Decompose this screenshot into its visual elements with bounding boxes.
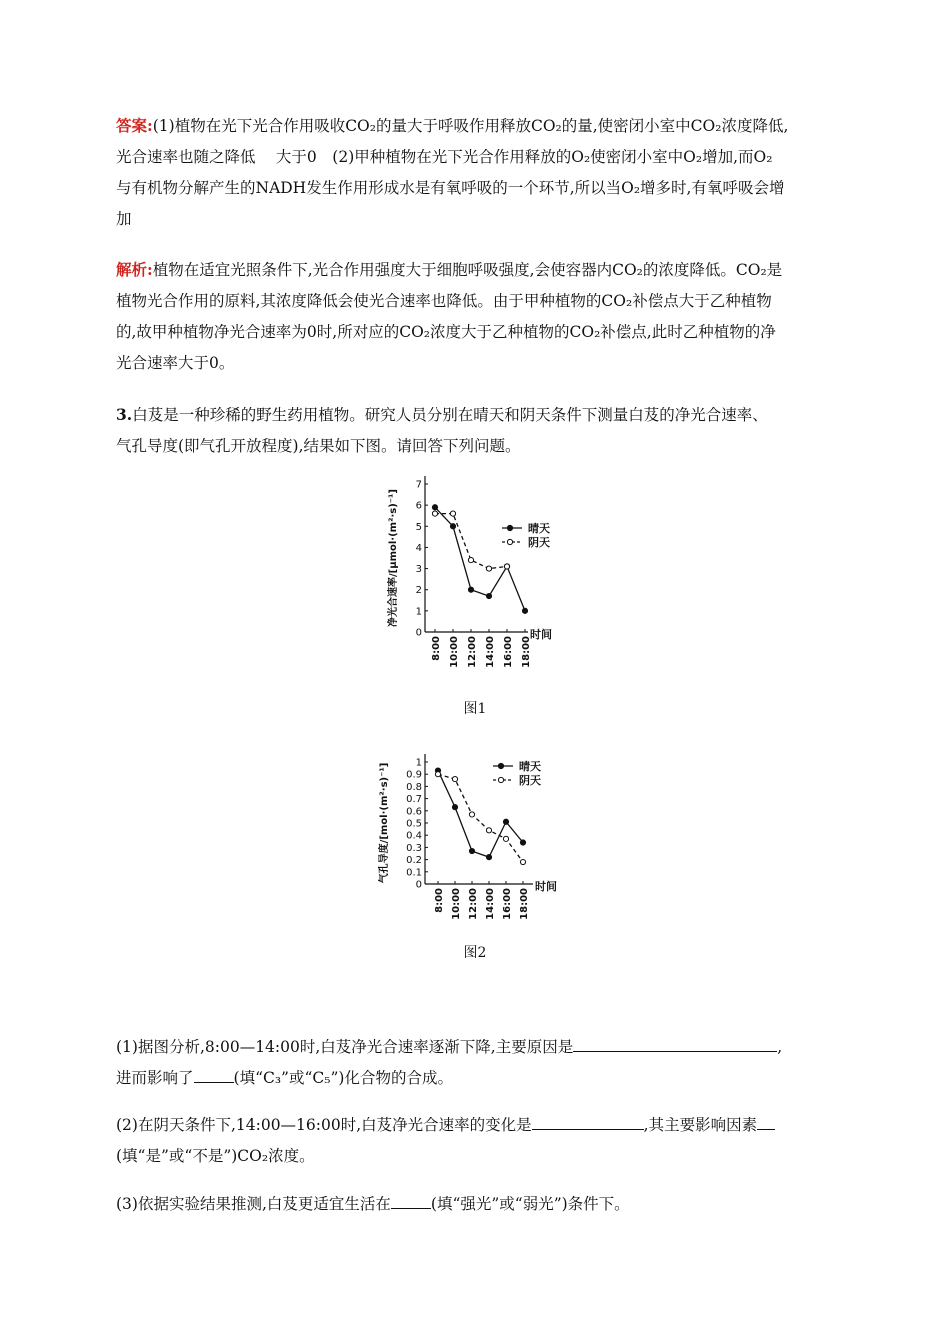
- y-tick-label: 0.2: [406, 855, 422, 867]
- data-point: [435, 772, 440, 777]
- question-number: 3.: [116, 405, 133, 424]
- x-axis-label: 时间: [530, 628, 552, 641]
- y-tick-label: 2: [415, 585, 422, 597]
- legend-label: 阴天: [519, 774, 541, 787]
- y-tick-label: 0.9: [406, 769, 422, 781]
- y-tick-label: 0.3: [406, 842, 422, 854]
- figure-2-chart: [375, 740, 575, 930]
- question-section: [116, 399, 836, 462]
- y-tick-label: 7: [415, 479, 422, 491]
- data-point: [503, 836, 508, 841]
- answer-line-3: 与有机物分解产生的NADH发生作用形成水是有氧呼吸的一个环节,所以当O₂增多时,有氧呼吸会增: [116, 179, 785, 197]
- data-point: [452, 805, 457, 810]
- y-tick-label: 3: [415, 564, 422, 576]
- x-tick-label: 14:00: [485, 888, 496, 920]
- legend-marker: [507, 539, 512, 544]
- data-point: [486, 828, 491, 833]
- answer-blank-5[interactable]: [391, 1190, 431, 1209]
- y-axis-label: 净光合速率/[μmol·(m²·s)⁻¹]: [388, 488, 399, 628]
- legend-label: 阴天: [528, 536, 550, 549]
- x-axis-label: 时间: [535, 880, 557, 893]
- y-axis-label: 气孔导度/[mol·(m²·s)⁻¹]: [379, 762, 390, 884]
- x-tick-label: 12:00: [467, 636, 478, 668]
- data-point: [486, 855, 491, 860]
- data-point: [522, 608, 527, 613]
- y-tick-label: 1: [415, 606, 422, 618]
- answer-line-2: 光合速率也随之降低 大于0 (2)甲种植物在光下光合作用释放的O₂使密闭小室中O₂增加,而O₂: [116, 148, 773, 166]
- legend-marker: [498, 763, 503, 768]
- x-tick-label: 16:00: [502, 888, 513, 920]
- answer-section: [116, 110, 836, 235]
- figure-1-chart: [380, 472, 580, 688]
- legend-marker: [507, 525, 512, 530]
- sub-question-1: (1)据图分析,8:00—14:00时,白芨净光合速率逐渐下降,主要原因是 , 进而影响了 (填“C₃”或“C₅”)化合物的合成。: [116, 1032, 836, 1094]
- data-point: [468, 558, 473, 563]
- data-point: [520, 859, 525, 864]
- answer-blank-3[interactable]: [532, 1111, 644, 1130]
- y-tick-label: 0: [415, 627, 422, 639]
- y-tick-label: 4: [415, 542, 422, 554]
- data-point: [432, 511, 437, 516]
- x-tick-label: 10:00: [449, 636, 460, 668]
- analysis-line-4: 光合速率大于0。: [116, 354, 235, 372]
- analysis-section: [116, 254, 836, 379]
- answer-blank-1[interactable]: [573, 1033, 777, 1052]
- x-tick-label: 12:00: [468, 888, 479, 920]
- sub-question-2: (2)在阴天条件下,14:00—16:00时,白芨净光合速率的变化是 ,其主要影响因素 (填“是”或“不是”)CO₂浓度。: [116, 1110, 836, 1172]
- analysis-line-3: 的,故甲种植物净光合速率为0时,所对应的CO₂浓度大于乙种植物的CO₂补偿点,此时乙种植物的净: [116, 323, 776, 341]
- answer-blank-4[interactable]: [757, 1111, 775, 1130]
- y-tick-label: 5: [415, 521, 422, 533]
- answer-line-4: 加: [116, 210, 132, 228]
- x-tick-label: 18:00: [521, 636, 532, 668]
- x-tick-label: 16:00: [503, 636, 514, 668]
- data-point: [520, 840, 525, 845]
- data-point: [486, 593, 491, 598]
- legend-label: 晴天: [528, 522, 550, 535]
- answer-label: 答案:: [116, 116, 153, 135]
- answer-line-1: 答案:(1)植物在光下光合作用吸收CO₂的量大于呼吸作用释放CO₂的量,使密闭小室中CO₂浓度降低,: [116, 116, 789, 135]
- data-point: [432, 505, 437, 510]
- legend-label: 晴天: [519, 760, 541, 773]
- y-tick-label: 0.4: [406, 830, 422, 842]
- series-line-晴天: [435, 507, 525, 611]
- y-tick-label: 0: [415, 879, 422, 891]
- y-tick-label: 6: [415, 500, 422, 512]
- series-line-阴天: [438, 774, 523, 862]
- data-point: [469, 848, 474, 853]
- answer-blank-2[interactable]: [194, 1064, 234, 1083]
- analysis-label: 解析:: [116, 260, 153, 279]
- x-tick-label: 8:00: [431, 636, 442, 661]
- question-line-2: 气孔导度(即气孔开放程度),结果如下图。请回答下列问题。: [116, 437, 521, 455]
- y-tick-label: 0.8: [406, 781, 422, 793]
- data-point: [450, 511, 455, 516]
- data-point: [486, 566, 491, 571]
- data-point: [468, 587, 473, 592]
- y-tick-label: 0.6: [406, 806, 422, 818]
- sub-question-3: (3)依据实验结果推测,白芨更适宜生活在 (填“强光”或“弱光”)条件下。: [116, 1189, 836, 1220]
- legend-marker: [498, 777, 503, 782]
- question-line-1: 3.白芨是一种珍稀的野生药用植物。研究人员分别在晴天和阴天条件下测量白芨的净光合速率、: [116, 405, 768, 424]
- data-point: [504, 564, 509, 569]
- x-tick-label: 18:00: [519, 888, 530, 920]
- y-tick-label: 1: [415, 757, 422, 769]
- x-tick-label: 14:00: [485, 636, 496, 668]
- data-point: [503, 819, 508, 824]
- x-tick-label: 10:00: [451, 888, 462, 920]
- analysis-line-1: 解析:植物在适宜光照条件下,光合作用强度大于细胞呼吸强度,会使容器内CO₂的浓度降低。CO₂是: [116, 260, 783, 279]
- data-point: [469, 812, 474, 817]
- figure-1-caption: 图1: [463, 701, 487, 717]
- data-point: [450, 524, 455, 529]
- analysis-line-2: 植物光合作用的原料,其浓度降低会使光合速率也降低。由于甲种植物的CO₂补偿点大于乙种植物: [116, 292, 772, 310]
- x-tick-label: 8:00: [434, 888, 445, 913]
- y-tick-label: 0.7: [406, 794, 422, 806]
- y-tick-label: 0.1: [406, 867, 422, 879]
- data-point: [452, 776, 457, 781]
- y-tick-label: 0.5: [406, 818, 422, 830]
- figure-2-caption: 图2: [463, 945, 487, 961]
